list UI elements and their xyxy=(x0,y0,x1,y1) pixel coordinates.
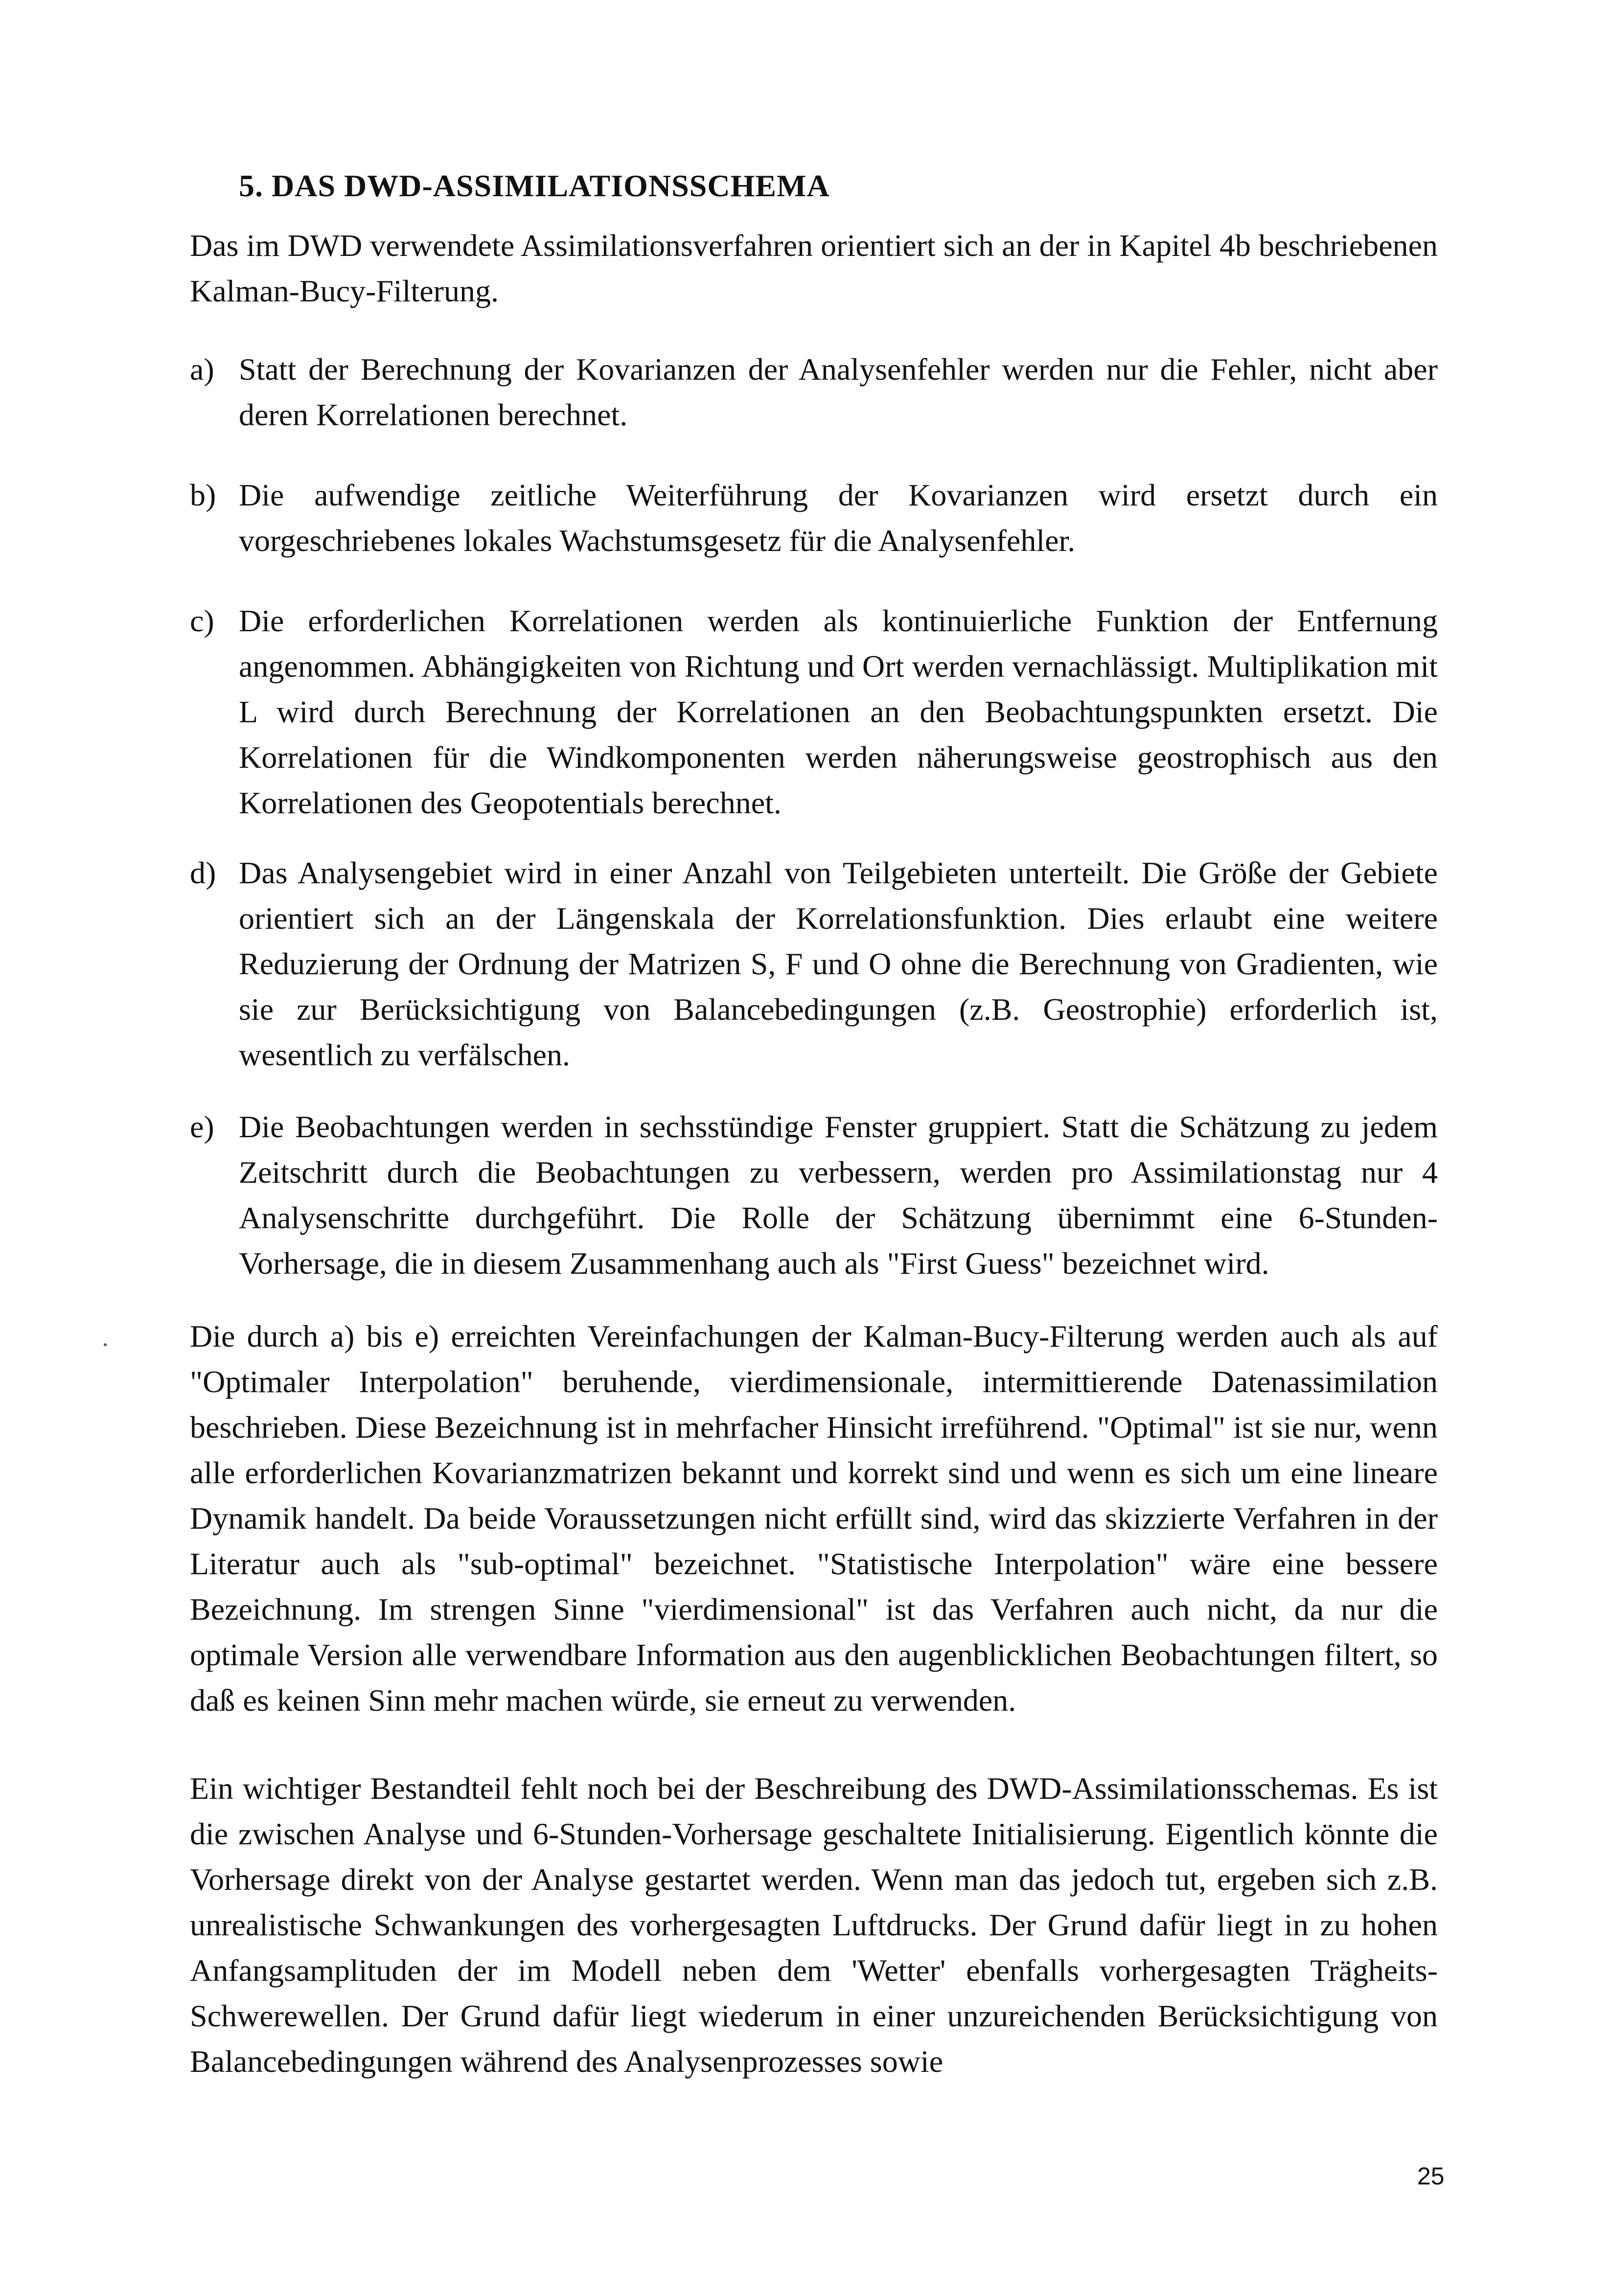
list-item-label: a) xyxy=(190,352,214,387)
list-item-text: Die Beobachtungen werden in sechsstündige Fenster gruppiert. Statt die Schätzung zu jedem Zeitschritt durch die Beobachtungen zu verbessern, werden pro Assimilationstag nur 4 Analysenschritte durchgeführt. Die Rolle der Schätzung übernimmt eine 6-Stunden-Vorhersage, die in diesem Zusammenhang auch als "First Guess" bezeichnet wird. xyxy=(239,1109,1438,1281)
page-number: 25 xyxy=(1417,2162,1445,2190)
list-item-b xyxy=(190,472,1438,563)
list-item-c xyxy=(190,598,1438,826)
list-item-label: c) xyxy=(190,603,214,638)
list-item-text: Die erforderlichen Korrelationen werden als kontinuierliche Funktion der Entfernung angenommen. Abhängigkeiten von Richtung und Ort werden vernachlässigt. Multiplikation mit L wird durch Berechnung der Korrelationen an den Beobachtungspunkten ersetzt. Die Korrelationen für die Windkomponenten werden näherungsweise geostrophisch aus den Korrelationen des Geopotentials berechnet. xyxy=(239,603,1438,820)
list-item-d xyxy=(190,850,1438,1078)
list-item-label: b) xyxy=(190,478,216,512)
body-paragraph: Die durch a) bis e) erreichten Vereinfachungen der Kalman-Bucy-Filterung werden auch als auf "Optimaler Interpolation" beruhende, vierdimensionale, intermittierende Datenassimilation beschrieben. Diese Bezeichnung ist in mehrfacher Hinsicht irreführend. "Optimal" ist sie nur, wenn alle erforderlichen Kovarianzmatrizen bekannt und korrekt sind und wenn es sich um eine lineare Dynamik handelt. Da beide Voraussetzungen nicht erfüllt sind, wird das skizzierte Verfahren in der Literatur auch als "sub-optimal" bezeichnet. "Statistische Interpolation" wäre eine bessere Bezeichnung. Im strengen Sinne "vierdimensional" ist das Verfahren auch nicht, da nur die optimale Version alle verwendbare Information aus den augenblicklichen Beobachtungen filtert, so daß es keinen Sinn mehr machen würde, sie erneut zu verwenden. xyxy=(190,1319,1438,1718)
list-item-a xyxy=(190,346,1438,437)
scan-mark xyxy=(104,1343,107,1346)
section-heading: 5. DAS DWD-ASSIMILATIONSSCHEMA xyxy=(239,168,830,203)
list-item-e xyxy=(190,1104,1438,1286)
list-item-text: Die aufwendige zeitliche Weiterführung der Kovarianzen wird ersetzt durch ein vorgeschriebenes lokales Wachstumsgesetz für die Analysenfehler. xyxy=(239,478,1438,558)
list-item-label: e) xyxy=(190,1109,214,1144)
body-paragraph: Ein wichtiger Bestandteil fehlt noch bei der Beschreibung des DWD-Assimilationsschemas. Es ist die zwischen Analyse und 6-Stunden-Vorhersage geschaltete Initialisierung. Eigentlich könnte die Vorhersage direkt von der Analyse gestartet werden. Wenn man das jedoch tut, ergeben sich z.B. unrealistische Schwankungen des vorhergesagten Luftdrucks. Der Grund dafür liegt in zu hohen Anfangsamplituden der im Modell neben dem 'Wetter' ebenfalls vorhergesagten Trägheits-Schwerewellen. Der Grund dafür liegt wiederum in einer unzureichenden Berücksichtigung von Balancebedingungen während des Analysenprozesses sowie xyxy=(190,1771,1438,2079)
intro-paragraph: Das im DWD verwendete Assimilationsverfahren orientiert sich an der in Kapitel 4b beschriebenen Kalman-Bucy-Filterung. xyxy=(190,228,1438,308)
list-item-label: d) xyxy=(190,855,216,890)
list-item-text: Statt der Berechnung der Kovarianzen der Analysenfehler werden nur die Fehler, nicht aber deren Korrelationen berechnet. xyxy=(239,352,1438,432)
list-item-text: Das Analysengebiet wird in einer Anzahl von Teilgebieten unterteilt. Die Größe der Gebiete orientiert sich an der Längenskala der Korrelationsfunktion. Dies erlaubt eine weitere Reduzierung der Ordnung der Matrizen S, F und O ohne die Berechnung von Gradienten, wie sie zur Berücksichtigung von Balancebedingungen (z.B. Geostrophie) erforderlich ist, wesentlich zu verfälschen. xyxy=(239,855,1438,1072)
